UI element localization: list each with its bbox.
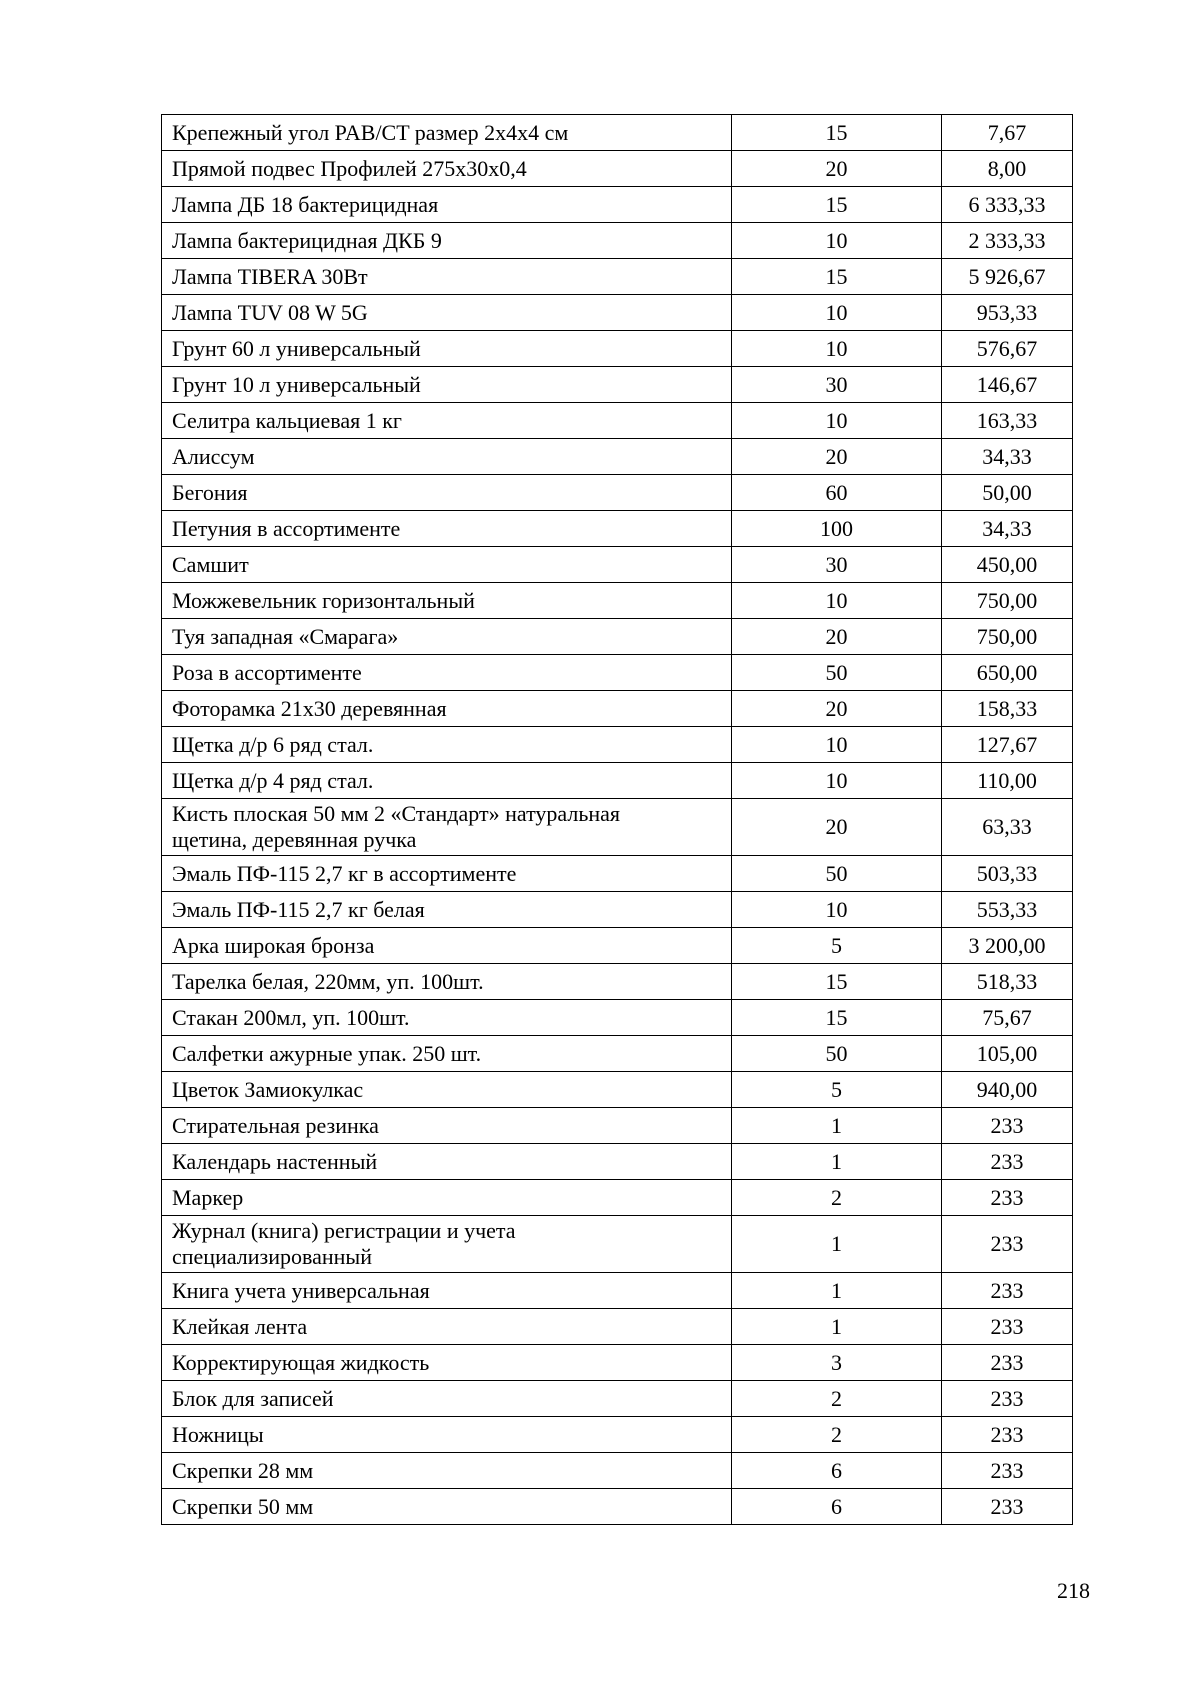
table-row xyxy=(162,727,1073,763)
item-price: 75,67 xyxy=(942,1000,1073,1036)
item-name: Петуния в ассортименте xyxy=(162,511,732,547)
item-price: 503,33 xyxy=(942,856,1073,892)
table-row xyxy=(162,583,1073,619)
table-row xyxy=(162,1345,1073,1381)
item-price: 233 xyxy=(942,1453,1073,1489)
table-row xyxy=(162,1108,1073,1144)
item-quantity: 20 xyxy=(732,439,942,475)
item-price: 127,67 xyxy=(942,727,1073,763)
table-row xyxy=(162,691,1073,727)
item-price: 750,00 xyxy=(942,583,1073,619)
item-name: Стирательная резинка xyxy=(162,1108,732,1144)
item-price: 233 xyxy=(942,1108,1073,1144)
item-name: Ножницы xyxy=(162,1417,732,1453)
table-row xyxy=(162,1489,1073,1525)
item-name xyxy=(162,799,732,856)
item-name-line: Кисть плоская 50 мм 2 «Стандарт» натуральная xyxy=(172,801,621,826)
item-quantity: 30 xyxy=(732,367,942,403)
item-quantity: 30 xyxy=(732,547,942,583)
table-row xyxy=(162,403,1073,439)
item-quantity: 1 xyxy=(732,1309,942,1345)
table-row xyxy=(162,511,1073,547)
table-row xyxy=(162,1180,1073,1216)
table-row xyxy=(162,331,1073,367)
table-row xyxy=(162,964,1073,1000)
item-name: Календарь настенный xyxy=(162,1144,732,1180)
item-quantity: 20 xyxy=(732,619,942,655)
item-quantity: 6 xyxy=(732,1453,942,1489)
item-price: 50,00 xyxy=(942,475,1073,511)
item-price: 233 xyxy=(942,1273,1073,1309)
table-row xyxy=(162,1144,1073,1180)
item-name: Щетка д/р 6 ряд стал. xyxy=(162,727,732,763)
item-price: 233 xyxy=(942,1144,1073,1180)
table-row xyxy=(162,259,1073,295)
table-row xyxy=(162,655,1073,691)
item-price: 158,33 xyxy=(942,691,1073,727)
item-name: Маркер xyxy=(162,1180,732,1216)
table-row xyxy=(162,1453,1073,1489)
item-price: 163,33 xyxy=(942,403,1073,439)
item-quantity: 20 xyxy=(732,151,942,187)
table-row xyxy=(162,475,1073,511)
item-quantity: 15 xyxy=(732,187,942,223)
item-price: 233 xyxy=(942,1216,1073,1273)
table-row xyxy=(162,1273,1073,1309)
item-price: 233 xyxy=(942,1180,1073,1216)
item-quantity: 1 xyxy=(732,1108,942,1144)
table-row xyxy=(162,223,1073,259)
item-quantity: 10 xyxy=(732,331,942,367)
item-price: 2 333,33 xyxy=(942,223,1073,259)
item-name xyxy=(162,1216,732,1273)
table-row xyxy=(162,151,1073,187)
item-name: Тарелка белая, 220мм, уп. 100шт. xyxy=(162,964,732,1000)
item-name-line: щетина, деревянная ручка xyxy=(172,827,417,852)
item-quantity: 1 xyxy=(732,1273,942,1309)
item-quantity: 10 xyxy=(732,583,942,619)
item-name: Эмаль ПФ-115 2,7 кг белая xyxy=(162,892,732,928)
item-quantity: 10 xyxy=(732,223,942,259)
item-quantity: 15 xyxy=(732,964,942,1000)
item-name: Арка широкая бронза xyxy=(162,928,732,964)
item-name: Скрепки 28 мм xyxy=(162,1453,732,1489)
table-row xyxy=(162,295,1073,331)
item-name-line: специализированный xyxy=(172,1244,372,1269)
item-quantity: 1 xyxy=(732,1216,942,1273)
item-price: 576,67 xyxy=(942,331,1073,367)
table-row xyxy=(162,892,1073,928)
item-price: 63,33 xyxy=(942,799,1073,856)
table-row xyxy=(162,367,1073,403)
table-row xyxy=(162,115,1073,151)
item-quantity: 2 xyxy=(732,1417,942,1453)
item-quantity: 5 xyxy=(732,1072,942,1108)
item-quantity: 10 xyxy=(732,892,942,928)
item-quantity: 5 xyxy=(732,928,942,964)
item-quantity: 100 xyxy=(732,511,942,547)
item-name: Алиссум xyxy=(162,439,732,475)
item-name: Книга учета универсальная xyxy=(162,1273,732,1309)
item-name: Лампа TUV 08 W 5G xyxy=(162,295,732,331)
item-price: 450,00 xyxy=(942,547,1073,583)
item-price: 146,67 xyxy=(942,367,1073,403)
item-name: Грунт 10 л универсальный xyxy=(162,367,732,403)
item-name: Грунт 60 л универсальный xyxy=(162,331,732,367)
item-price: 3 200,00 xyxy=(942,928,1073,964)
table-row xyxy=(162,1381,1073,1417)
item-name: Бегония xyxy=(162,475,732,511)
item-name: Блок для записей xyxy=(162,1381,732,1417)
item-price: 650,00 xyxy=(942,655,1073,691)
table-row xyxy=(162,1072,1073,1108)
item-name: Прямой подвес Профилей 275х30х0,4 xyxy=(162,151,732,187)
table-row xyxy=(162,1417,1073,1453)
item-price: 6 333,33 xyxy=(942,187,1073,223)
item-name-line: Журнал (книга) регистрации и учета xyxy=(172,1218,516,1243)
item-price: 5 926,67 xyxy=(942,259,1073,295)
table-row xyxy=(162,928,1073,964)
table-row xyxy=(162,619,1073,655)
table-row xyxy=(162,187,1073,223)
table-row xyxy=(162,763,1073,799)
item-quantity: 6 xyxy=(732,1489,942,1525)
item-quantity: 10 xyxy=(732,763,942,799)
table-row xyxy=(162,1000,1073,1036)
item-quantity: 50 xyxy=(732,1036,942,1072)
item-quantity: 2 xyxy=(732,1180,942,1216)
item-name: Стакан 200мл, уп. 100шт. xyxy=(162,1000,732,1036)
table-row xyxy=(162,1216,1073,1273)
item-name: Туя западная «Смарага» xyxy=(162,619,732,655)
item-price: 233 xyxy=(942,1489,1073,1525)
item-name: Лампа бактерицидная ДКБ 9 xyxy=(162,223,732,259)
items-table xyxy=(161,114,1073,1525)
item-name: Фоторамка 21х30 деревянная xyxy=(162,691,732,727)
item-quantity: 10 xyxy=(732,727,942,763)
item-name: Клейкая лента xyxy=(162,1309,732,1345)
item-name: Салфетки ажурные упак. 250 шт. xyxy=(162,1036,732,1072)
item-name: Корректирующая жидкость xyxy=(162,1345,732,1381)
item-name: Цветок Замиокулкас xyxy=(162,1072,732,1108)
item-name: Самшит xyxy=(162,547,732,583)
item-price: 553,33 xyxy=(942,892,1073,928)
item-name: Эмаль ПФ-115 2,7 кг в ассортименте xyxy=(162,856,732,892)
item-quantity: 3 xyxy=(732,1345,942,1381)
item-price: 105,00 xyxy=(942,1036,1073,1072)
table-row xyxy=(162,1036,1073,1072)
item-price: 233 xyxy=(942,1345,1073,1381)
item-quantity: 2 xyxy=(732,1381,942,1417)
item-price: 8,00 xyxy=(942,151,1073,187)
item-quantity: 50 xyxy=(732,856,942,892)
item-quantity: 10 xyxy=(732,403,942,439)
table-row xyxy=(162,547,1073,583)
table-row xyxy=(162,856,1073,892)
item-price: 34,33 xyxy=(942,439,1073,475)
item-price: 233 xyxy=(942,1417,1073,1453)
item-name: Скрепки 50 мм xyxy=(162,1489,732,1525)
table-row xyxy=(162,799,1073,856)
item-name: Лампа TIBERA 30Вт xyxy=(162,259,732,295)
item-price: 34,33 xyxy=(942,511,1073,547)
item-name: Лампа ДБ 18 бактерицидная xyxy=(162,187,732,223)
item-quantity: 15 xyxy=(732,1000,942,1036)
item-name: Крепежный угол PAB/CT размер 2х4х4 см xyxy=(162,115,732,151)
item-price: 750,00 xyxy=(942,619,1073,655)
item-price: 953,33 xyxy=(942,295,1073,331)
item-price: 940,00 xyxy=(942,1072,1073,1108)
item-quantity: 10 xyxy=(732,295,942,331)
item-name: Можжевельник горизонтальный xyxy=(162,583,732,619)
item-quantity: 60 xyxy=(732,475,942,511)
item-name: Щетка д/р 4 ряд стал. xyxy=(162,763,732,799)
table-row xyxy=(162,439,1073,475)
item-price: 110,00 xyxy=(942,763,1073,799)
page-number: 218 xyxy=(1057,1578,1090,1603)
item-price: 233 xyxy=(942,1381,1073,1417)
item-quantity: 20 xyxy=(732,799,942,856)
item-quantity: 20 xyxy=(732,691,942,727)
item-price: 233 xyxy=(942,1309,1073,1345)
item-price: 7,67 xyxy=(942,115,1073,151)
item-quantity: 15 xyxy=(732,115,942,151)
item-quantity: 50 xyxy=(732,655,942,691)
table-row xyxy=(162,1309,1073,1345)
item-name: Роза в ассортименте xyxy=(162,655,732,691)
item-quantity: 15 xyxy=(732,259,942,295)
item-quantity: 1 xyxy=(732,1144,942,1180)
item-name: Селитра кальциевая 1 кг xyxy=(162,403,732,439)
item-price: 518,33 xyxy=(942,964,1073,1000)
